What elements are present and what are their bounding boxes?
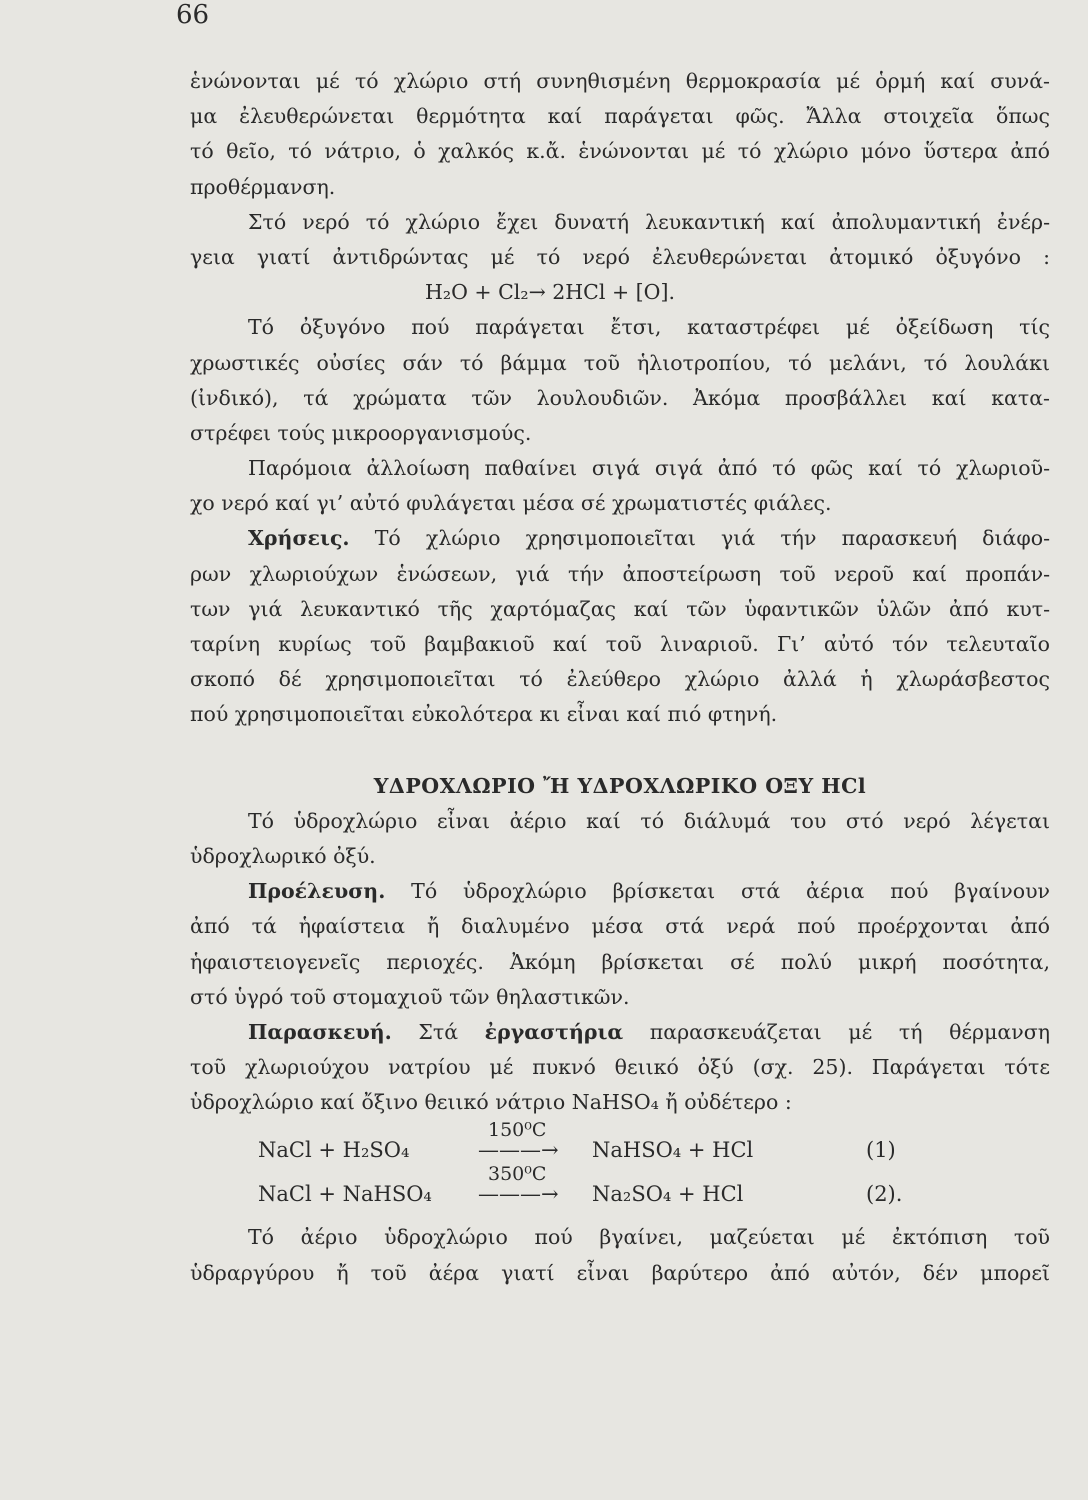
text-line: στρέφει τούς μικροοργανισμούς. xyxy=(190,420,532,445)
reaction-1-condition: 150⁰C xyxy=(488,1119,547,1142)
text-line: ρων χλωριούχων ἑνώσεων, γιά τήν ἀποστείρωση τοῦ νεροῦ καί προπάν- xyxy=(190,561,1050,586)
reaction-1-arrow: ———→ xyxy=(478,1138,559,1163)
text-line: σκοπό δέ χρησιμοποιεῖται τό ἐλεύθερο χλώριο ἀλλά ἡ χλωράσβεστος xyxy=(190,667,1050,692)
text-line: χο νερό καί γι’ αὐτό φυλάγεται μέσα σέ χρωματιστές φιάλες. xyxy=(190,491,832,516)
text-line: γεια γιατί ἀντιδρώντας μέ τό νερό ἐλευθερώνεται ἀτομικό ὀξυγόνο : xyxy=(190,244,1050,269)
reaction-1-number: (1) xyxy=(866,1138,896,1163)
text-line: τό θεῖο, τό νάτριο, ὁ χαλκός κ.ἄ. ἑνώνονται μέ τό χλώριο μόνο ὕστερα ἀπό xyxy=(190,139,1050,164)
uses-label: Χρήσεις. xyxy=(248,526,350,551)
text-line: Τό ὀξυγόνο πού παράγεται ἔτσι, καταστρέφει μέ ὀξείδωση τίς xyxy=(248,315,1050,340)
text-line: πού χρησιμοποιεῖται εὐκολότερα κι εἶναι καί πιό φτηνή. xyxy=(190,702,778,727)
text-line: Στό νερό τό χλώριο ἔχει δυνατή λευκαντική καί ἀπολυμαντική ἐνέρ- xyxy=(248,209,1050,234)
text-line: των γιά λευκαντικό τῆς χαρτόμαζας καί τῶν ὑφαντικῶν ὑλῶν ἀπό κυτ- xyxy=(190,596,1050,621)
text-line: Τό ὑδροχλώριο εἶναι ἀέριο καί τό διάλυμά του στό νερό λέγεται xyxy=(248,808,1050,833)
text-line: στό ὑγρό τοῦ στομαχιοῦ τῶν θηλαστικῶν. xyxy=(190,984,630,1009)
text-line: ταρίνη κυρίως τοῦ βαμβακιοῦ καί τοῦ λιναριοῦ. Γι’ αὐτό τόν τελευταῖο xyxy=(190,632,1050,656)
text-line: ὑδροχλωρικό ὀξύ. xyxy=(190,843,376,868)
prep-label: Παρασκευή. xyxy=(248,1019,392,1044)
text-line: μα ἐλευθερώνεται θερμότητα καί παράγεται φῶς. Ἄλλα στοιχεῖα ὅπως xyxy=(190,104,1050,129)
origin-line: Προέλευση. Τό ὑδροχλώριο βρίσκεται στά ἀέρια πού βγαίνουν xyxy=(248,879,1050,904)
text-body xyxy=(190,64,1050,1291)
reaction-1-lhs: NaCl + H₂SO₄ xyxy=(258,1138,410,1163)
reaction-2 xyxy=(190,1163,1050,1216)
section-heading: ΥΔΡΟΧΛΩΡΙΟ Ἤ ΥΔΡΟΧΛΩΡΙΚΟ ΟΞΥ HCl xyxy=(373,773,867,798)
prep-line: Παρασκευή. Στά ἐργαστήρια παρασκευάζεται μέ τή θέρμανση xyxy=(248,1019,1050,1044)
text-line: Παρόμοια ἀλλοίωση παθαίνει σιγά σιγά ἀπό τό φῶς καί τό χλωριοῦ- xyxy=(248,456,1050,481)
page-number: 66 xyxy=(176,0,210,30)
text-line: Τό ἀέριο ὑδροχλώριο πού βγαίνει, μαζεύεται μέ ἐκτόπιση τοῦ xyxy=(248,1225,1050,1250)
reaction-1 xyxy=(190,1119,1050,1172)
text-line: ὑδροχλώριο καί ὄξινο θειικό νάτριο NaHSO₄ ἤ οὐδέτερο : xyxy=(190,1090,792,1115)
reaction-1-rhs: NaHSO₄ + HCl xyxy=(592,1138,754,1163)
text-line: (ἰνδικό), τά χρώματα τῶν λουλουδιῶν. Ἀκόμα προσβάλλει καί κατα- xyxy=(190,385,1050,410)
equation-water-chlorine: H₂O + Cl₂→ 2HCl + [O]. xyxy=(425,280,675,305)
reaction-2-rhs: Na₂SO₄ + HCl xyxy=(592,1182,744,1207)
origin-label: Προέλευση. xyxy=(248,879,386,904)
reaction-2-lhs: NaCl + NaHSO₄ xyxy=(258,1182,432,1207)
reaction-2-arrow: ———→ xyxy=(478,1182,559,1207)
text-line: χρωστικές οὐσίες σάν τό βάμμα τοῦ ἡλιοτροπίου, τό μελάνι, τό λουλάκι xyxy=(190,350,1050,375)
reaction-2-condition: 350⁰C xyxy=(488,1163,547,1186)
text-line: ὑδραργύρου ἤ τοῦ ἀέρα γιατί εἶναι βαρύτερο ἀπό αὐτόν, δέν μπορεῖ xyxy=(190,1260,1050,1285)
text-line: προθέρμανση. xyxy=(190,174,336,199)
text-line: ἑνώνονται μέ τό χλώριο στή συνηθισμένη θερμοκρασία μέ ὁρμή καί συνά- xyxy=(190,69,1050,93)
text-line: ἡφαιστειογενεῖς περιοχές. Ἀκόμη βρίσκεται σέ πολύ μικρή ποσότητα, xyxy=(190,949,1050,974)
text-line: ἀπό τά ἡφαίστεια ἤ διαλυμένο μέσα στά νερά πού προέρχονται ἀπό xyxy=(190,914,1050,939)
text-line: τοῦ χλωριούχου νατρίου μέ πυκνό θειικό ὀξύ (σχ. 25). Παράγεται τότε xyxy=(190,1055,1050,1080)
reaction-2-number: (2). xyxy=(866,1182,903,1207)
lab-label: ἐργαστήρια xyxy=(484,1019,624,1044)
uses-line: Χρήσεις. Τό χλώριο χρησιμοποιεῖται γιά τήν παρασκευή διάφο- xyxy=(248,526,1050,551)
